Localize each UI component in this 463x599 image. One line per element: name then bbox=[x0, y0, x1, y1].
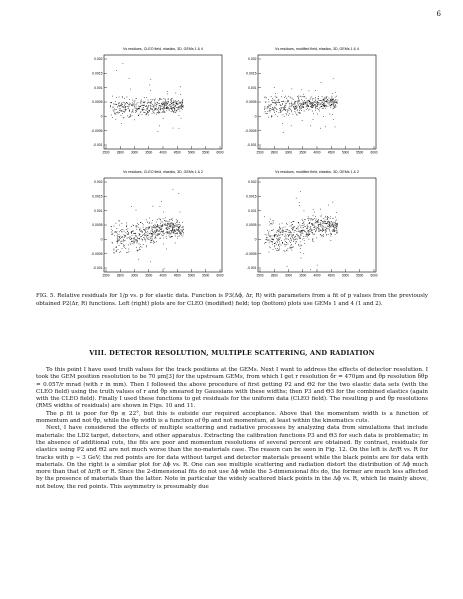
x-tick-label: 2500 bbox=[256, 150, 264, 155]
y-tick-label: -0.0005 bbox=[91, 251, 103, 256]
x-tick-label: 3500 bbox=[145, 273, 153, 278]
plot-frame bbox=[258, 55, 376, 149]
y-tick-label: 0.002 bbox=[94, 57, 103, 62]
scatter-points bbox=[264, 191, 338, 270]
x-tick-label: 6000 bbox=[216, 273, 224, 278]
y-tick-label: 0.001 bbox=[248, 85, 257, 90]
y-tick-label: 0.001 bbox=[248, 208, 257, 213]
plot-panel-bottom-right bbox=[236, 166, 381, 286]
x-tick-label: 4500 bbox=[327, 150, 335, 155]
x-tick-label: 2500 bbox=[256, 273, 264, 278]
x-tick-label: 3500 bbox=[299, 273, 307, 278]
body-text bbox=[36, 367, 428, 491]
x-tick-label: 4000 bbox=[313, 150, 321, 155]
x-tick-label: 5500 bbox=[356, 150, 364, 155]
plot-title: Vs residues, CLEO field, elastics, 3D, GEMs 1 & 4 bbox=[122, 47, 204, 51]
x-tick-label: 3500 bbox=[299, 150, 307, 155]
x-tick-label: 2500 bbox=[102, 273, 110, 278]
x-tick-label: 2800 bbox=[116, 273, 124, 278]
x-tick-label: 3000 bbox=[130, 150, 139, 155]
x-tick-label: 4500 bbox=[327, 273, 335, 278]
x-tick-label: 2500 bbox=[102, 150, 110, 155]
x-tick-label: 4000 bbox=[159, 273, 167, 278]
plot-panel-bottom-left bbox=[82, 166, 227, 286]
x-tick-label: 5500 bbox=[356, 273, 364, 278]
y-tick-label: 0.0005 bbox=[92, 223, 103, 228]
section-heading: VIII. DETECTOR RESOLUTION, MULTIPLE SCATTERING, AND RADIATION bbox=[89, 349, 375, 357]
page-number: 6 bbox=[436, 10, 441, 18]
y-tick-label: 0.0015 bbox=[246, 194, 257, 199]
y-tick-label: -0.001 bbox=[92, 143, 103, 148]
x-tick-label: 4000 bbox=[313, 273, 321, 278]
y-tick-label: 0.002 bbox=[248, 57, 257, 62]
y-tick-label: 0.002 bbox=[94, 180, 103, 185]
x-tick-label: 5000 bbox=[341, 150, 350, 155]
plot-title: Vs residues, modified field, elastics, 3D, GEMs 1 & 2 bbox=[275, 170, 359, 174]
x-tick-label: 5000 bbox=[187, 273, 196, 278]
plot-svg bbox=[82, 43, 227, 163]
paragraph: To this point I have used truth values for the track positions at the GEMs. Next I want to address the effects of detector resolution. I took the GEM position resolution to be 70 μm[3] for the upstream GEMs, from which I get r resolution δr = 470μm and θp resolution δθp = 0.057/r mrad (with r in mm). Then I followed the above procedure of first getting P2 and Θ2 for the two elastic data sets (with the CLEO field) using the truth values of r and θp smeared by Gaussians with these widths; then P3 and Θ3 for the combined elastics (again with the CLEO field). Finally I used these functions to get residuals for the uniform data (CLEO field). The resulting p and θp resolutions (RMS widths of residuals) are shown in Figs. 10 and 11. bbox=[36, 367, 428, 410]
plot-panel-top-left bbox=[82, 43, 227, 163]
plot-frame bbox=[104, 178, 222, 272]
y-tick-label: -0.0005 bbox=[245, 251, 257, 256]
scatter-points bbox=[111, 189, 184, 269]
plot-svg bbox=[236, 43, 381, 163]
plot-svg bbox=[236, 166, 381, 286]
x-tick-label: 2800 bbox=[116, 150, 124, 155]
y-tick-label: 0.001 bbox=[94, 85, 103, 90]
y-tick-label: 0.0015 bbox=[92, 194, 103, 199]
x-tick-label: 5000 bbox=[341, 273, 350, 278]
y-tick-label: 0 bbox=[254, 114, 257, 119]
plot-panel-top-right bbox=[236, 43, 381, 163]
x-tick-label: 3000 bbox=[284, 273, 293, 278]
x-tick-label: 5000 bbox=[187, 150, 196, 155]
x-tick-label: 4500 bbox=[173, 273, 181, 278]
y-tick-label: 0.0015 bbox=[92, 71, 103, 76]
y-tick-label: 0.001 bbox=[94, 208, 103, 213]
y-tick-label: -0.0005 bbox=[91, 128, 103, 133]
x-tick-label: 2800 bbox=[270, 150, 278, 155]
x-tick-label: 3000 bbox=[284, 150, 293, 155]
x-tick-label: 4500 bbox=[173, 150, 181, 155]
x-tick-label: 5500 bbox=[202, 150, 210, 155]
y-tick-label: -0.0005 bbox=[245, 128, 257, 133]
y-tick-label: -0.001 bbox=[246, 143, 257, 148]
x-tick-label: 6000 bbox=[370, 273, 378, 278]
x-tick-label: 6000 bbox=[216, 150, 224, 155]
paragraph: The p fit is poor for θp ≲ 22°, but this is outside our required acceptance. Above that the momentum width is a function of momentum and not θp, while the θp width is a function of θp and not momentum, at least within the kinematics cuts. bbox=[36, 410, 428, 425]
y-tick-label: -0.001 bbox=[246, 266, 257, 271]
plot-svg bbox=[82, 166, 227, 286]
y-tick-label: 0 bbox=[254, 237, 257, 242]
x-tick-label: 3500 bbox=[145, 150, 153, 155]
y-tick-label: 0.0005 bbox=[246, 100, 257, 105]
y-tick-label: 0.002 bbox=[248, 180, 257, 185]
scatter-points bbox=[110, 63, 184, 132]
plot-frame bbox=[258, 178, 376, 272]
y-tick-label: 0.0015 bbox=[246, 71, 257, 76]
y-tick-label: 0.0005 bbox=[246, 223, 257, 228]
x-tick-label: 6000 bbox=[370, 150, 378, 155]
x-tick-label: 2800 bbox=[270, 273, 278, 278]
x-tick-label: 4000 bbox=[159, 150, 167, 155]
y-tick-label: -0.001 bbox=[92, 266, 103, 271]
y-tick-label: 0 bbox=[100, 237, 103, 242]
plot-title: Vs residues, modified field, elastics, 3D, GEMs 1 & 4 bbox=[275, 47, 359, 51]
x-tick-label: 3000 bbox=[130, 273, 139, 278]
x-tick-label: 5500 bbox=[202, 273, 210, 278]
y-tick-label: 0 bbox=[100, 114, 103, 119]
y-tick-label: 0.0005 bbox=[92, 100, 103, 105]
plot-title: Vs residues, CLEO field, elastics, 3D, GEMs 1 & 2 bbox=[122, 170, 204, 174]
paragraph: Next, I have considered the effects of multiple scattering and radiative processes by analyzing data from simulations that include materials: the LD2 target, detectors, and other apparatus. Extracting the calibration functions P3 and Θ3 for such data is problematic; in the absence of additional cuts, the fits are poor and momentum resolutions of several percent are obtained. By contrast, residuals for elastics using P2 and Θ2 are not much worse than the no-materials case. The reason can be seen in Fig. 12. On the left is Δr/R vs. R for tracks with p ∼ 3 GeV; the red points are for data without target and detector materials present while the black points are for data with materials. On the right is a similar plot for Δϕ vs. R. One can see multiple scattering and radiation distort the distribution of Δϕ much more than that of Δr/R or R. Since the 2-dimensional fits do not use Δϕ while the 3-dimensional fits do, the former are much less affected by the presence of materials than the latter. Note in particular the widely scattered black points in the Δϕ vs. R, which lie mainly above, not below, the red points. This asymmetry is presumably due bbox=[36, 425, 428, 490]
figure-caption: FIG. 5. Relative residuals for 1/p vs. p for elastic data. Function is P3(Δϕ, Δr, R) with parameters from a fit of p values from the previously obtained P2(Δr, R) functions. Left (right) plots are for CLEO (modified) field; top (bottom) plots use GEMs 1 and 4 (1 and 2). bbox=[36, 293, 428, 307]
scatter-points bbox=[264, 78, 337, 133]
